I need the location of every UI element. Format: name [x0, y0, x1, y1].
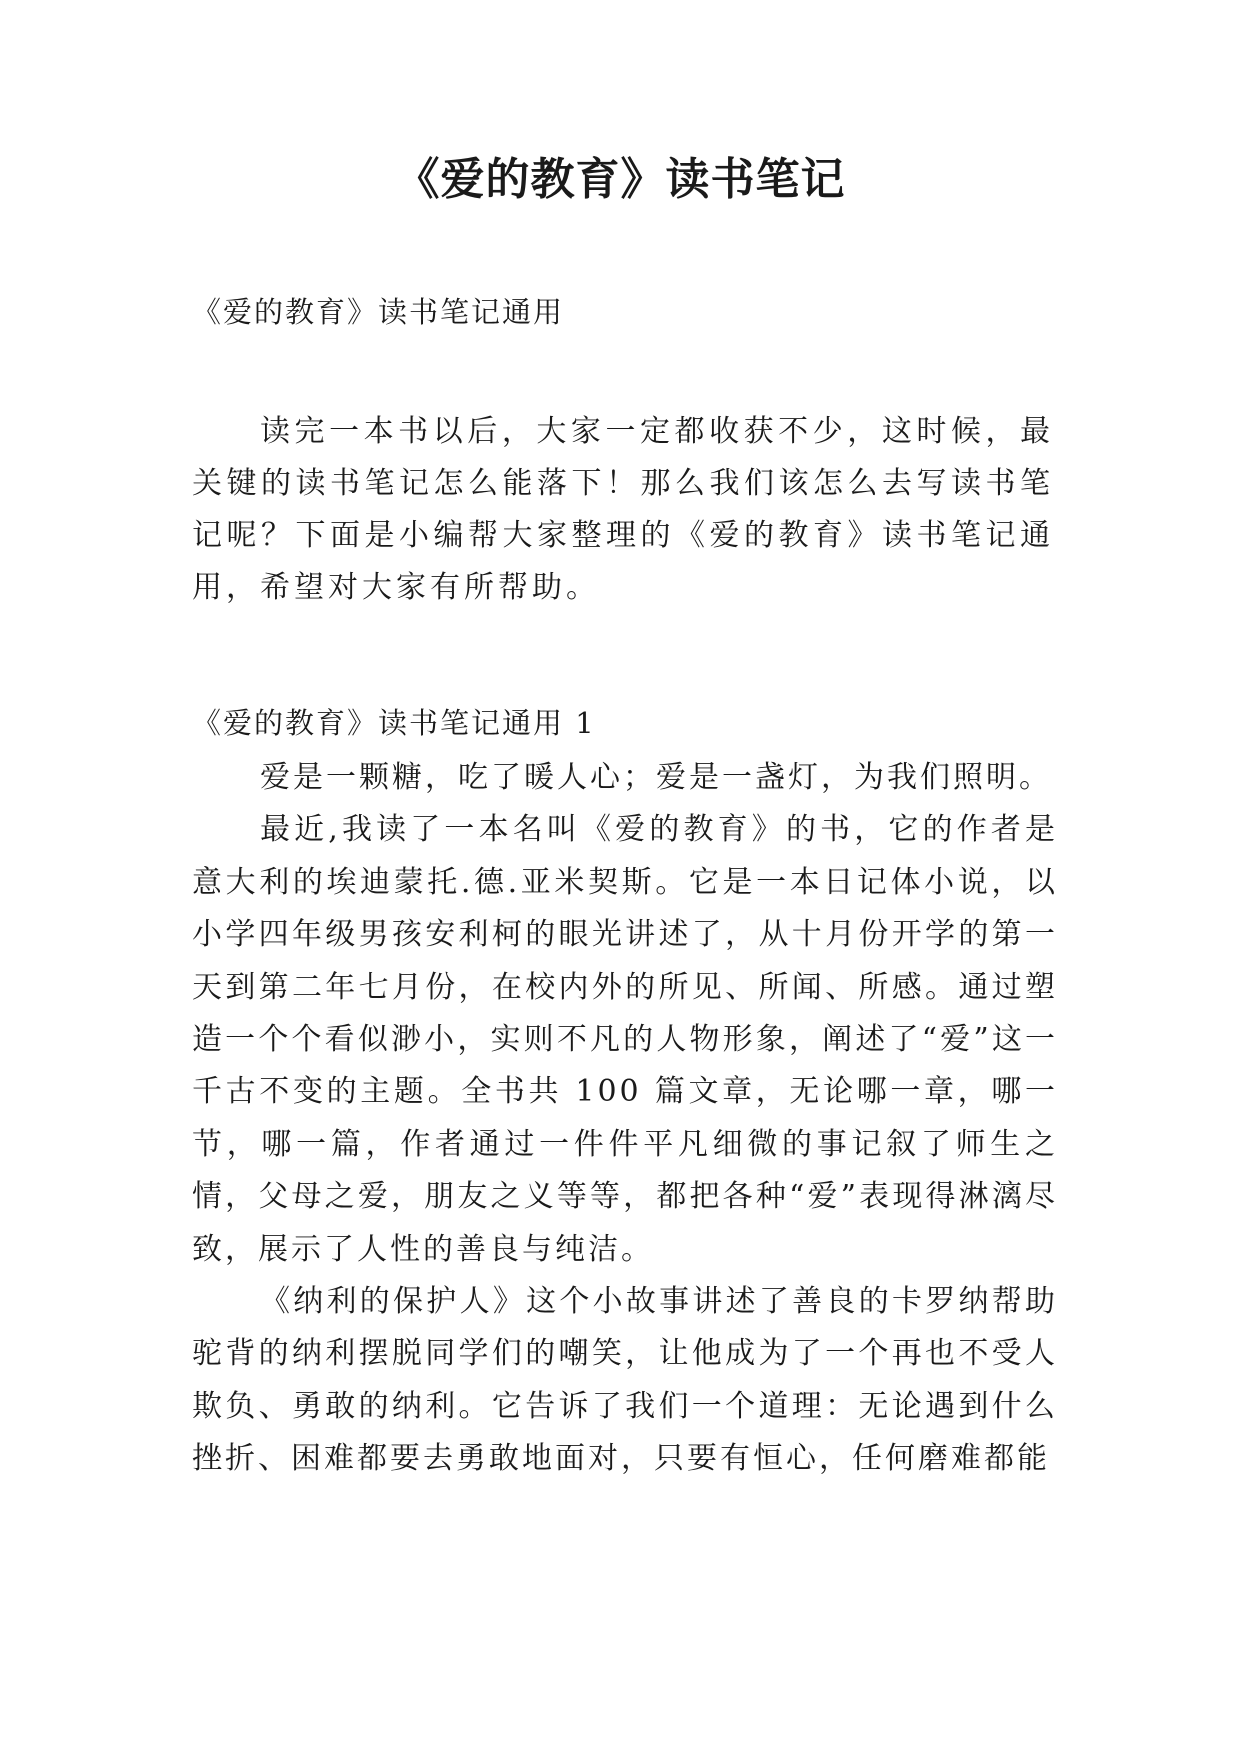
- document-subtitle: 《爱的教育》读书笔记通用: [192, 295, 565, 329]
- intro-paragraph: 读完一本书以后，大家一定都收获不少，这时候，最关键的读书笔记怎么能落下！那么我们该怎么去写读书笔记呢？下面是小编帮大家整理的《爱的教育》读书笔记通用，希望对大家有所帮助。: [192, 414, 1054, 605]
- body-paragraph: 《纳利的保护人》这个小故事讲述了善良的卡罗纳帮助驼背的纳利摆脱同学们的嘲笑，让他成为了一个再也不受人欺负、勇敢的纳利。它告诉了我们一个道理：无论遇到什么挫折、困难都要去勇敢地面对，只要有恒心，任何磨难都能: [192, 1284, 1058, 1477]
- document-title: 《爱的教育》读书笔记: [395, 154, 846, 205]
- section-heading: 《爱的教育》读书笔记通用 1: [192, 706, 596, 740]
- body-paragraph: 最近,我读了一本名叫《爱的教育》的书，它的作者是意大利的埃迪蒙托.德.亚米契斯。它是一本日记体小说，以小学四年级男孩安利柯的眼光讲述了，从十月份开学的第一天到第二年七月份，在校内外的所见、所闻、所感。通过塑造一个个看似渺小，实则不凡的人物形象，阐述了“爱”这一千古不变的主题。全书共 100 篇文章，无论哪一章，哪一节，哪一篇，作者通过一件件平凡细微的事记叙了师生之情，父母之爱，朋友之义等等，都把各种“爱”表现得淋漓尽致，展示了人性的善良与纯洁。: [192, 812, 1058, 1267]
- section-body: [192, 752, 1058, 1486]
- body-paragraph: 爱是一颗糖，吃了暖人心；爱是一盏灯，为我们照明。: [260, 760, 1052, 795]
